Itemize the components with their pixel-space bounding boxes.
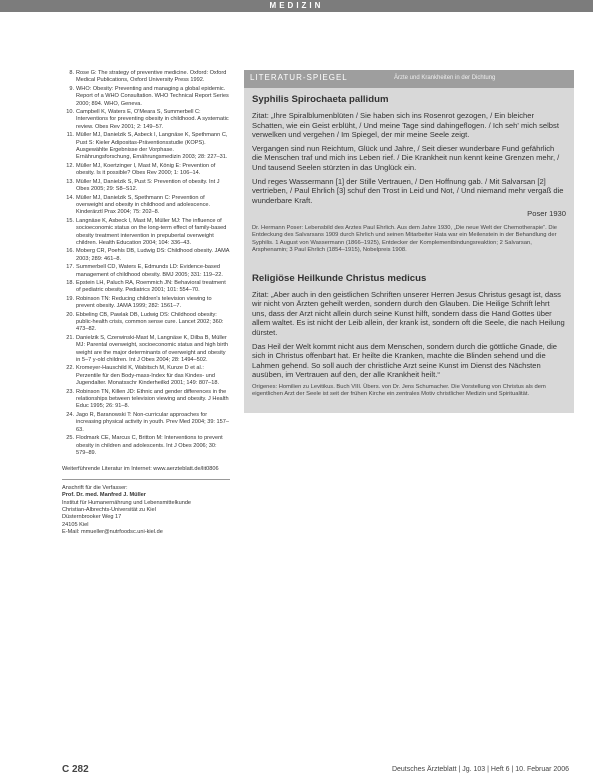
reference-number: 13. <box>66 178 74 185</box>
reference-text: Müller MJ, Danielzik S, Spethmann C: Prevention of overweight and obesity in childhood and adolescence. Kinderärztl Prax 2004; 75: 202–8. <box>76 194 211 216</box>
reference-number: 14. <box>66 194 74 201</box>
reference-number: 23. <box>66 388 74 395</box>
reference-text: Epstein LH, Paluch RA, Roemmich JN: Behavioral treatment of pediatric obesity. Pediatrics 2001; 101: 554–70. <box>76 279 226 294</box>
address-line: 24105 Kiel <box>62 521 89 528</box>
reference-text: Müller MJ, Danielzik S, Pust S: Prevention of obesity. Int J Obes 2005; 29: S8–S12. <box>76 178 220 193</box>
spacer <box>62 458 230 466</box>
journal-citation: Deutsches Ärzteblatt | Jg. 103 | Heft 6 | 10. Februar 2006 <box>391 766 569 773</box>
reference-item <box>62 296 230 311</box>
reference-text: Kromeyer-Hauschild K, Wabitsch M, Kunze D et al.: Perzentile für den Body-mass-Index für das Kindes- und Jugendalter. Monatsschr Kinderheilkd 2001; 149: 807–18. <box>76 365 220 387</box>
reference-number: 12. <box>66 162 74 169</box>
reference-item <box>62 218 230 248</box>
reference-text: WHO: Obesity: Preventing and managing a global epidemic. Report of a WHO Consultation. WHO Technical Report Series 2000; 894. WHO, Geneva. <box>76 85 229 107</box>
box-header <box>244 70 574 88</box>
reference-text: Robinson TN, Killen JD: Ethnic and gender differences in the relationships between television viewing and obesity. J Health Educ 1995; 26: 91–8. <box>76 388 229 410</box>
quote-paragraph: Vergangen sind nun Reichtum, Glück und Jahre, / Seit dieser wunderbare Fund gefährlich die Menschen traf und mich ins Leben rief. / Die Krankheit nun kennt keine Grenzen mehr, / Und tausend Seelen stürzten in das Unglück ein. <box>252 143 560 172</box>
divider <box>62 479 230 480</box>
reference-number: 15. <box>66 217 74 224</box>
reference-number: 8. <box>69 70 74 76</box>
reference-number: 11. <box>66 132 74 139</box>
address-label: Anschrift für die Verfasser: <box>62 484 128 491</box>
section-heading: Syphilis Spirochaeta pallidum <box>252 94 389 105</box>
section-heading: Religiöse Heilkunde Christus medicus <box>252 272 427 284</box>
reference-item <box>62 132 230 162</box>
reference-number: 10. <box>66 109 74 116</box>
box-subtitle: Ärzte und Krankheiten in der Dichtung <box>394 75 496 81</box>
reference-number: 24. <box>66 411 74 418</box>
reference-text: Robinson TN: Reducing children's television viewing to prevent obesity. JAMA 1999; 282: 1561–7. <box>76 295 212 310</box>
reference-item <box>62 179 230 194</box>
reference-item <box>62 248 230 263</box>
reference-text: Summerbell CD, Waters E, Edmunds LD: Evidence-based management of childhood obesity. BMJ 2005; 331: 119–22. <box>76 264 223 278</box>
reference-item <box>62 335 230 365</box>
reference-text: Ebbeling CB, Pawlak DB, Ludwig DS: Childhood obesity: public-health crisis, common sense cure. Lancet 2002; 360: 473–82. <box>76 311 224 333</box>
reference-number: 9. <box>69 85 74 92</box>
reference-item <box>62 163 230 178</box>
section-header-bar <box>0 0 593 12</box>
reference-text: Jago R, Baranowski T: Non-curricular approaches for increasing physical activity in youth. Prev Med 2004; 39: 157–63. <box>76 411 229 433</box>
reference-item <box>62 312 230 334</box>
reference-item <box>62 70 230 85</box>
reference-number: 17. <box>66 264 74 271</box>
reference-item <box>62 389 230 411</box>
reference-text: Flodmark CE, Marcus C, Britton M: Interventions to prevent obesity in children and adolescents. Int J Obes 2006; 30: 579–89. <box>76 435 223 456</box>
reference-number: 21. <box>66 334 74 341</box>
reference-item <box>62 365 230 387</box>
reference-item <box>62 195 230 217</box>
box-title: LITERATUR-SPIEGEL <box>250 73 348 82</box>
address-line: Christian-Albrechts-Universität zu Kiel <box>62 506 156 513</box>
reference-text: Müller MJ, Danielzik S, Asbeck I, Langnäse K, Spethmann C, Pust S: Kieler Adipositas-Präventionsstudie (KOPS). Ausgewählte Ergebnisse der Vorphase. Ernährungsforschung, Ernährungsmedizin 2003; 28: 227–31. <box>76 132 228 161</box>
annotation-note: Origenes: Homilien zu Levitikus. Buch VIII. Übers. von Dr. Jens Schumacher. Die Vorstellung von Christus als dem eigentlichen Arzt der Seele ist seit der frühen Kirche ein zentrales Motiv christlicher Medizin und Spiritualität. <box>252 383 546 398</box>
reference-number: 16. <box>66 248 74 255</box>
quote-paragraph: Und reges Wassermann [1] der Stille Vertrauen, / Den Hoffnung gab. / Mit Salvarsan [2] vertrieben, / Paul Ehrlich [3] schuf den Trost in Leid und Not, / Und niemand mehr vergaß die wunderbare Kraft. <box>252 176 564 205</box>
reference-list <box>62 70 230 457</box>
references-column <box>62 70 230 537</box>
reference-number: 25. <box>66 435 74 442</box>
quote-paragraph: Das Heil der Welt kommt nicht aus dem Menschen, sondern durch die göttliche Gnade, die sich in Christus offenbart hat. Er heilte die Kranken, machte die Blinden sehend und die Lahmen gehend. So soll auch der christliche Arzt seine Kunst im Dienst des Nächsten ausüben, im Vertrauen auf den, der alle Krankheit heilt.“ <box>252 341 558 380</box>
page-footer <box>0 762 593 782</box>
page-number: C 282 <box>62 764 89 775</box>
reference-item <box>62 435 230 457</box>
annotation-note: Dr. Hermann Poser: Lebensbild des Arztes Paul Ehrlich. Aus dem Jahre 1930, „Die neue Welt der Chemotherapie“. Die Entdeckung des Salvarsans 1909 durch Ehrlich und seinen Mitarbeiter Hata war ein Meilenstein in der Behandlung der Syphilis. 1 August von Wassermann (1866–1925), Entdecker der Komplementbindungsreaktion; 2 Salvarsan, Arsphenamin; 3 Paul Ehrlich (1854–1915), Nobelpreis 1908. <box>252 224 558 254</box>
reference-number: 18. <box>66 279 74 286</box>
quote-paragraph: Zitat: „Ihre Spiralblumenblüten / Sie haben sich ins Rosenrot gezogen, / Ein bleicher Schatten, wie ein Geist erblüht, / Und meine Tage sind dahingeflogen. / Ich seh' mich selbst verwelken und vergehen / Im Spiegel, der mir meine Seele zeigt. <box>252 111 559 140</box>
quote-paragraph: Zitat: „Aber auch in den geistlichen Schriften unserer Herren Jesus Christus gesagt ist, dass wir nicht von Ärzten geheilt werden, sondern durch den Glauben. Die Heilige Schrift lehrt uns, dass der Arzt nicht allein durch seine Kunst hilft, sondern dass die Hand Gottes über allem waltet. Es ist nicht der Leib allein, der krank ist, sondern oft die Seele, die nach Heilung dürstet. <box>252 289 565 337</box>
address-line: Prof. Dr. med. Manfred J. Müller <box>62 492 146 499</box>
reference-item <box>62 264 230 279</box>
reference-number: 19. <box>66 295 74 302</box>
reference-item <box>62 280 230 295</box>
reference-item <box>62 412 230 434</box>
reference-item <box>62 86 230 108</box>
reference-text: Müller MJ, Koertzinger I, Mast M, König E: Prevention of obesity. Is it possible? Obes Rev 2000; 1: 106–14. <box>76 162 216 177</box>
section-label: MEDIZIN <box>269 1 324 10</box>
spacer <box>252 263 566 271</box>
reference-number: 22. <box>66 365 74 372</box>
reference-text: Moberg CR, Poehls DB, Ludwig DS: Childhood obesity. JAMA 2003; 289: 461–8. <box>76 248 230 262</box>
reference-text: Danielzik S, Czerwinski-Mast M, Langnäse K, Dilba B, Müller MJ: Parental overweight, socioeconomic status and high birth weight are the major determinants of overweight and obesity in 5–7 y-old children. Int J Obes 2004; 28: 1494–502. <box>76 334 229 364</box>
literature-box <box>244 70 574 413</box>
address-line: Düsternbrooker Weg 17 <box>62 514 122 521</box>
reference-text: Campbell K, Waters E, O'Meara S, Summerbell C: Interventions for preventing obesity in childhood. A systematic review. Obes Rev 2001; 2: 149–57. <box>76 109 229 130</box>
reference-number: 20. <box>66 311 74 318</box>
reference-text: Langnäse K, Asbeck I, Mast M, Müller MJ: The influence of socioeconomic status on the long-term effect of family-based obesity treatment intervention in prepubertal overweight children. Health Education 2004; 104: 336–43. <box>76 217 227 246</box>
quote-source: Poser 1930 <box>527 209 566 219</box>
reference-text: Rose G: The strategy of preventive medicine. Oxford: Oxford Medical Publications, Oxford University Press 1992. <box>76 70 227 84</box>
address-line: Institut für Humanernährung und Lebensmittelkunde <box>62 499 192 506</box>
email-link[interactable]: E-Mail: mmueller@nutrfoodsc.uni-kiel.de <box>62 529 163 536</box>
reference-item <box>62 109 230 131</box>
box-content <box>244 88 574 413</box>
web-reference: Weiterführende Literatur im Internet: www.aerzteblatt.de/lit0806 <box>62 466 219 473</box>
